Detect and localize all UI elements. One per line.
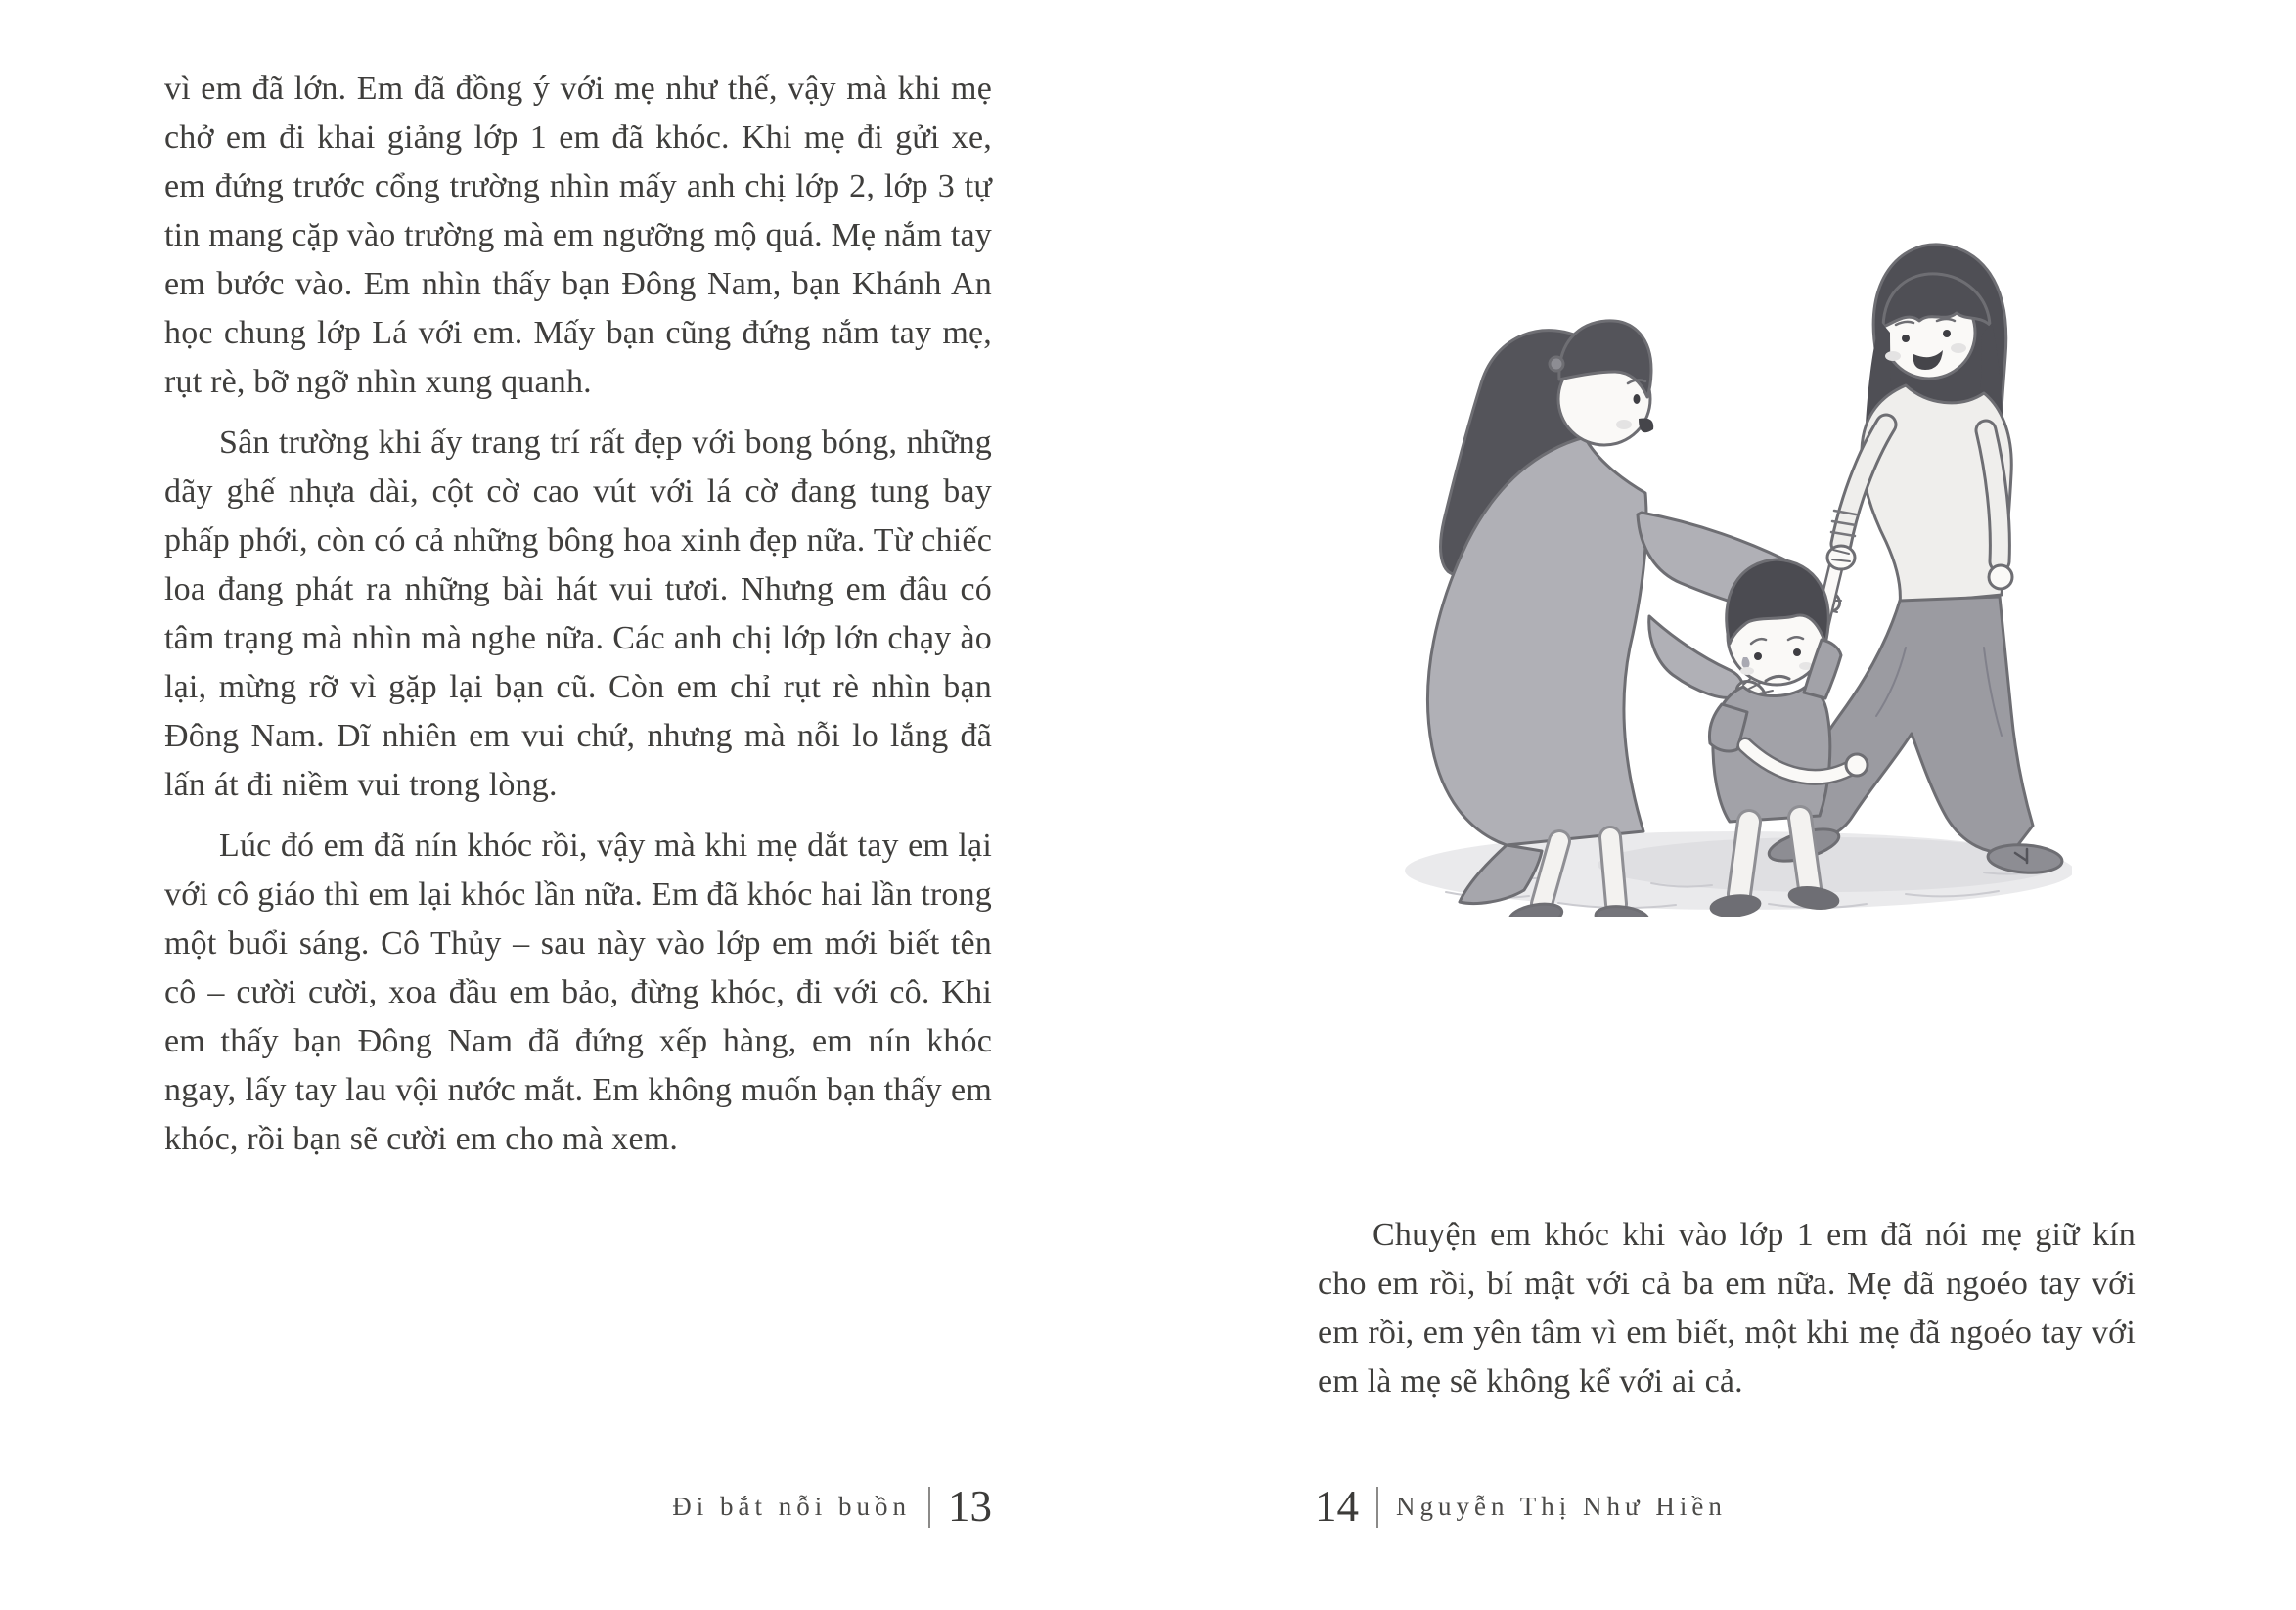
running-title: Đi bắt nỗi buồn xyxy=(672,1492,911,1521)
mother-hand-left xyxy=(1989,565,2012,589)
boy-hand xyxy=(1846,754,1868,776)
teacher-smile xyxy=(1639,418,1653,432)
author-name: Nguyễn Thị Như Hiền xyxy=(1396,1492,1727,1521)
footer-divider xyxy=(928,1487,930,1528)
teacher-hair-tie xyxy=(1550,357,1563,371)
boy-shirt xyxy=(1713,685,1830,822)
storybook-illustration xyxy=(1358,217,2072,917)
left-page-text-column xyxy=(164,65,992,1176)
paragraph: Lúc đó em đã nín khóc rồi, vậy mà khi mẹ dắt tay em lại với cô giáo thì em lại khóc lần nữa. Em đã khóc hai lần trong một buổi sáng. Cô Thủy – sau này vào lớp em mới biết tên cô – cười cười, xoa đầu em bảo, đừng khóc, đi với cô. Khi em thấy bạn Đông Nam đã đứng xếp hàng, em nín khóc ngay, lấy tay lau vội nước mắt. Em không muốn bạn thấy em khóc, rồi bạn sẽ cười em cho mà xem. xyxy=(164,827,992,1157)
page-number-left: 13 xyxy=(948,1482,992,1531)
right-page-text-column xyxy=(1318,1211,2136,1418)
paragraph: Chuyện em khóc khi vào lớp 1 em đã nói mẹ giữ kín cho em rồi, bí mật với cả ba em nữa. Mẹ đã ngoéo tay với em rồi, em yên tâm vì em biết, một khi mẹ đã ngoéo tay với em là mẹ sẽ không kể với ai cả. xyxy=(1318,1217,2136,1400)
illustration-canvas xyxy=(1358,217,2072,917)
right-page-footer xyxy=(1315,1482,1727,1531)
page-number-right: 14 xyxy=(1315,1482,1359,1531)
left-page-footer xyxy=(164,1482,992,1531)
paragraph: Sân trường khi ấy trang trí rất đẹp với bong bóng, những dãy ghế nhựa dài, cột cờ cao vút với lá cờ đang tung bay phấp phới, còn có cả những bông hoa xinh đẹp nữa. Từ chiếc loa đang phát ra những bài hát vui tươi. Nhưng em đâu có tâm trạng mà nhìn mà nghe nữa. Các anh chị lớp lớn chạy ào lại, mừng rỡ vì gặp lại bạn cũ. Còn em chỉ rụt rè nhìn bạn Đông Nam. Dĩ nhiên em vui chứ, nhưng mà nỗi lo lắng đã lấn át đi niềm vui trong lòng. xyxy=(164,425,992,803)
paragraph: vì em đã lớn. Em đã đồng ý với mẹ như thế, vậy mà khi mẹ chở em đi khai giảng lớp 1 em đã khóc. Khi mẹ đi gửi xe, em đứng trước cổng trường nhìn mấy anh chị lớp 2, lớp 3 tự tin mang cặp vào trường mà em ngưỡng mộ quá. Mẹ nắm tay em bước vào. Em nhìn thấy bạn Đông Nam, bạn Khánh An học chung lớp Lá với em. Mấy bạn cũng đứng nắm tay mẹ, rụt rè, bỡ ngỡ nhìn xung quanh. xyxy=(164,70,992,400)
footer-divider xyxy=(1376,1487,1378,1528)
mother-hand-gripping xyxy=(1827,546,1855,569)
